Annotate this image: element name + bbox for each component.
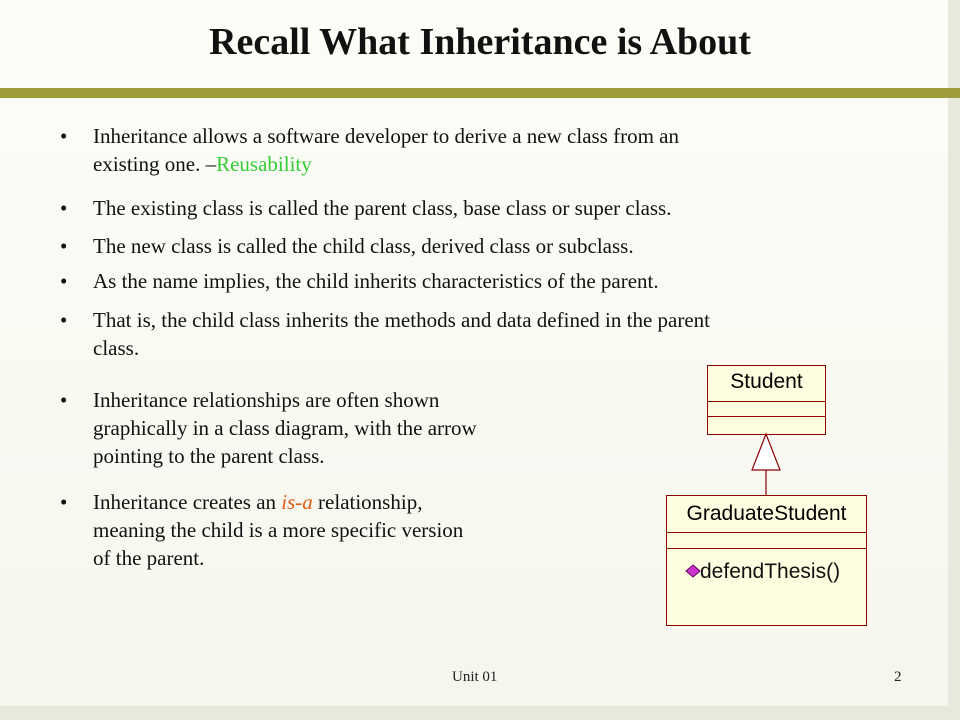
- bullet-text: graphically in a class diagram, with the arrow: [93, 416, 477, 440]
- bullet-text: pointing to the parent class.: [93, 444, 325, 468]
- bullet-text: That is, the child class inherits the methods and data defined in the parent: [93, 308, 710, 332]
- bullet-text: The existing class is called the parent class, base class or super class.: [93, 196, 672, 220]
- bullet-dot: •: [60, 124, 68, 148]
- bullet-text: meaning the child is a more specific version: [93, 518, 464, 542]
- bullet-text: relationship,: [312, 490, 423, 514]
- public-method-icon: [685, 564, 701, 578]
- slide-title: Recall What Inheritance is About: [209, 21, 751, 63]
- slide-edge-right: [948, 0, 960, 720]
- uml-class-name: Student: [730, 370, 803, 393]
- uml-method-name: defendThesis(): [700, 560, 841, 583]
- bullet-text: The new class is called the child class, derived class or subclass.: [93, 234, 634, 258]
- uml-divider: [667, 548, 866, 549]
- bullet-text: Inheritance allows a software developer to derive a new class from an: [93, 124, 680, 148]
- footer-page-number: 2: [894, 669, 902, 685]
- bullet-text: Inheritance creates an: [93, 490, 282, 514]
- uml-divider: [708, 416, 825, 417]
- uml-class-graduatestudent: [666, 495, 867, 626]
- is-a-highlight: is-a: [281, 490, 313, 514]
- uml-divider: [708, 401, 825, 402]
- slide-edge-bottom: [0, 706, 960, 720]
- bullet-dot: •: [60, 308, 68, 332]
- inheritance-arrow: [740, 432, 792, 498]
- generalization-arrowhead-icon: [752, 434, 780, 470]
- bullet-text: class.: [93, 336, 140, 360]
- uml-divider: [667, 532, 866, 533]
- bullet-dot: •: [60, 234, 68, 258]
- footer-unit-label: Unit 01: [452, 669, 498, 685]
- bullet-text: of the parent.: [93, 546, 205, 570]
- bullet-text: As the name implies, the child inherits characteristics of the parent.: [93, 269, 659, 293]
- title-rule: [0, 88, 960, 98]
- bullet-dot: •: [60, 388, 68, 412]
- bullet-text: existing one. –: [93, 152, 217, 176]
- bullet-dot: •: [60, 490, 68, 514]
- reusability-highlight: Reusability: [216, 152, 312, 176]
- bullet-dot: •: [60, 269, 68, 293]
- bullet-text: Inheritance relationships are often shown: [93, 388, 440, 412]
- uml-class-name: GraduateStudent: [686, 502, 847, 525]
- uml-class-student: [707, 365, 826, 435]
- bullet-dot: •: [60, 196, 68, 220]
